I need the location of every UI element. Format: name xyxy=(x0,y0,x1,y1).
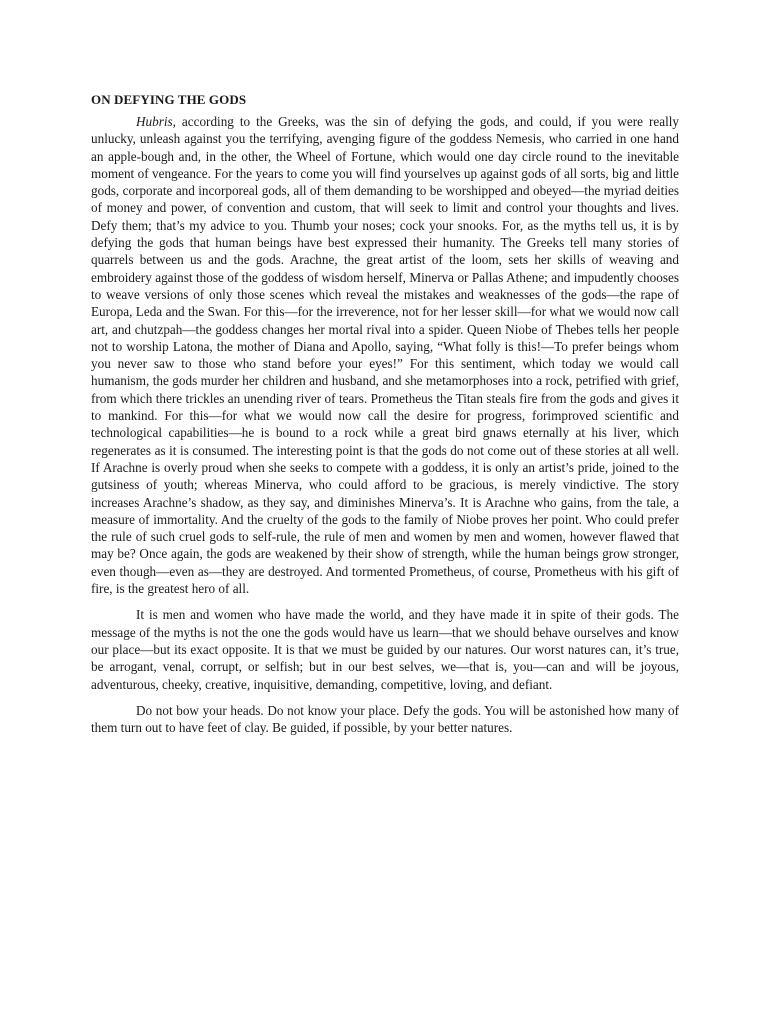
paragraph-1 xyxy=(91,113,679,597)
paragraph-2 xyxy=(91,606,679,692)
paragraph-3-text: Do not bow your heads. Do not know your place. Defy the gods. You will be astonished how many of them turn out to have feet of clay. Be guided, if possible, by your better natures. xyxy=(91,702,679,736)
document-page xyxy=(91,92,679,745)
paragraph-1-text: according to the Greeks, was the sin of defying the gods, and could, if you were really unlucky, unleash against you the terrifying, avenging figure of the goddess Nemesis, who carried in one hand an apple-bough and, in the other, the Wheel of Fortune, which would one day circle round to the inevitable moment of vengeance. For the years to come you will find yourselves up against gods of all sorts, big and little gods, corporate and incorporeal gods, all of them demanding to be worshipped and obeyed—the myriad deities of money and power, of convention and custom, that will seek to limit and control your thoughts and lives. Defy them; that’s my advice to you. Thumb your noses; cock your snooks. For, as the myths tell us, it is by defying the gods that human beings have best expressed their humanity. The Greeks tell many stories of quarrels between us and the gods. Arachne, the great artist of the loom, sets her skills of weaving and embroidery against those of the goddess of wisdom herself, Minerva or Pallas Athene; and impudently chooses to weave versions of only those scenes which reveal the mistakes and weaknesses of the gods—the rape of Europa, Leda and the Swan. For this—for the irreverence, not for her lesser skill—for what we would now call art, and chutzpah—the goddess changes her mortal rival into a spider. Queen Niobe of Thebes tells her people not to worship Latona, the mother of Diana and Apollo, saying, “What folly is this!—To prefer beings whom you never saw to those who stand before your eyes!” For this sentiment, which today we would call humanism, the gods murder her children and husband, and she metamorphoses into a rock, petrified with grief, from which there trickles an unending river of tears. Prometheus the Titan steals fire from the gods and gives it to mankind. For this—for what we would now call the desire for progress, forimproved scientific and technological capabilities—he is bound to a rock while a great bird gnaws eternally at his liver, which regenerates as it is consumed. The interesting point is that the gods do not come out of these stories at all well. If Arachne is overly proud when she seeks to compete with a goddess, it is only an artist’s pride, joined to the gutsiness of youth; whereas Minerva, who could afford to be gracious, is merely vindictive. The story increases Arachne’s shadow, as they say, and diminishes Minerva’s. It is Arachne who gains, from the tale, a measure of immortality. And the cruelty of the gods to the family of Niobe proves her point. Who could prefer the rule of such cruel gods to self-rule, the rule of men and women by men and women, however flawed that may be? Once again, the gods are weakened by their show of strength, while the human beings grow stronger, even though—even as—they are destroyed. And tormented Prometheus, of course, Prometheus with his gift of fire, is the greatest hero of all. xyxy=(91,114,679,597)
paragraph-1-italic-lead: Hubris, xyxy=(136,114,176,129)
paragraph-3 xyxy=(91,702,679,737)
paragraph-2-text: It is men and women who have made the world, and they have made it in spite of their gods. The message of the myths is not the one the gods would have us learn—that we should behave ourselves and know our place—but its exact opposite. It is that we must be guided by our natures. Our worst natures can, it’s true, be arrogant, venal, corrupt, or selfish; but in our best selves, we—that is, you—can and will be joyous, adventurous, cheeky, creative, inquisitive, demanding, competitive, loving, and defiant. xyxy=(91,607,679,692)
document-title: ON DEFYING THE GODS xyxy=(91,92,247,107)
